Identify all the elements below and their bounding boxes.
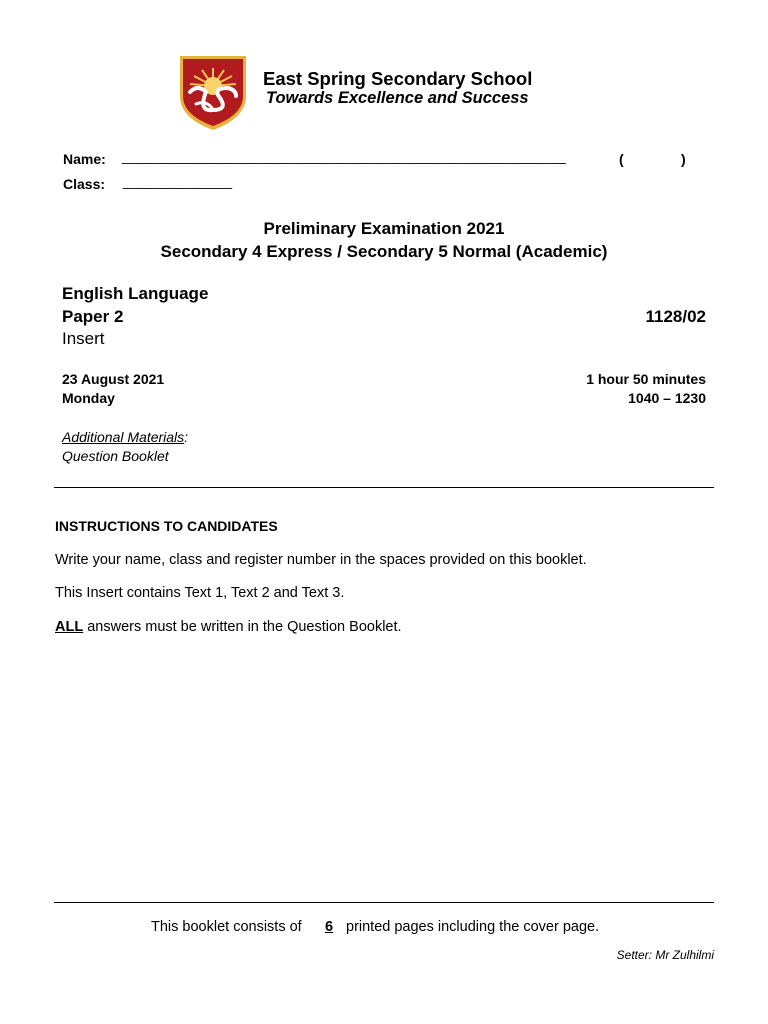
additional-materials-label: Additional Materials [62, 429, 185, 445]
page-count-text-after: printed pages including the cover page. [346, 919, 600, 935]
additional-materials-heading [62, 429, 188, 445]
class-label: Class: [63, 176, 106, 192]
instruction-emphasis: ALL [55, 619, 84, 635]
name-field[interactable]: _________________________________________________________ [122, 148, 566, 164]
paper-code: 1128/02 [645, 307, 706, 326]
exam-time: 1040 – 1230 [628, 390, 706, 406]
instruction-line-3 [55, 619, 402, 635]
paper-component: Insert [62, 329, 105, 348]
instruction-line-1: Write your name, class and register number in the spaces provided on this booklet. [55, 552, 587, 568]
class-field[interactable]: ______________ [123, 173, 233, 189]
page-count-text-before: This booklet consists of [151, 919, 302, 935]
paper-number: Paper 2 [62, 307, 124, 326]
subject-name: English Language [62, 284, 209, 303]
index-bracket-open: ( [619, 151, 624, 167]
exam-day: Monday [62, 390, 115, 406]
crest-icon [176, 52, 250, 132]
page-count-number: 6 [325, 919, 334, 935]
instruction-line-2: This Insert contains Text 1, Text 2 and Text 3. [55, 585, 345, 601]
exam-level: Secondary 4 Express / Secondary 5 Normal (Academic) [160, 242, 608, 261]
exam-title: Preliminary Examination 2021 [263, 219, 505, 238]
divider-bottom [54, 902, 714, 903]
additional-materials-item: Question Booklet [62, 448, 169, 464]
exam-date: 23 August 2021 [62, 371, 165, 387]
additional-materials-colon: : [184, 429, 189, 445]
name-label: Name: [63, 151, 106, 167]
school-crest-logo [176, 52, 250, 132]
instruction-line-3-text: answers must be written in the Question Booklet. [83, 619, 402, 635]
index-bracket-close: ) [681, 151, 686, 167]
divider-top [54, 487, 714, 488]
setter-name: Setter: Mr Zulhilmi [616, 948, 714, 962]
school-name: East Spring Secondary School [263, 68, 533, 89]
exam-duration: 1 hour 50 minutes [586, 371, 706, 387]
school-motto: Towards Excellence and Success [266, 89, 529, 107]
instructions-heading: INSTRUCTIONS TO CANDIDATES [55, 518, 278, 534]
